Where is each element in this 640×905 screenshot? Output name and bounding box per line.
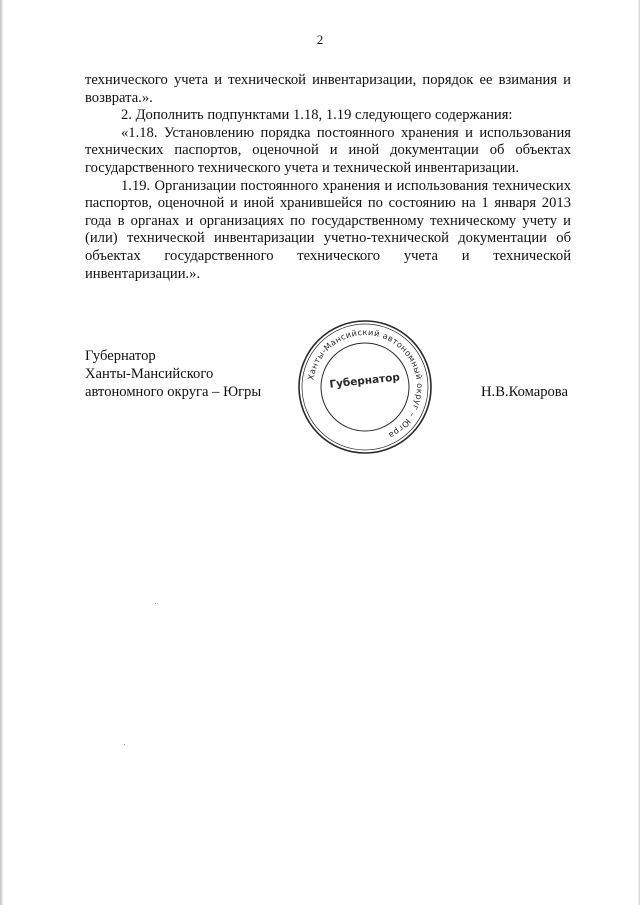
document-body <box>85 72 571 283</box>
paragraph-3: «1.18. Установлению порядка постоянного хранения и использования технических паспортов, оценочной и иной документации об объектах государственного технического учета и технической инвентаризации. <box>85 124 571 176</box>
seal-center-text: Губернатор <box>328 371 401 391</box>
scan-edge-left <box>0 0 3 905</box>
signatory-title <box>85 347 261 401</box>
scan-speck <box>124 744 125 745</box>
signatory-title-line-2: Ханты-Мансийского <box>85 366 214 382</box>
paragraph-4: 1.19. Организации постоянного хранения и использования технических паспортов, оценочной и иной хранившейся по состоянию на 1 января 2013 года в органах и организациях по государственному техническому учету и (или) технической инвентаризации учетно-технической документации об объектах государственного технического учета и технической инвентаризации.». <box>85 177 571 282</box>
signatory-title-line-1: Губернатор <box>85 348 156 364</box>
paragraph-2: 2. Дополнить подпунктами 1.18, 1.19 следующего содержания: <box>121 107 513 124</box>
official-seal-stamp <box>296 318 434 456</box>
signatory-name: Н.В.Комарова <box>481 384 568 400</box>
page-number: 2 <box>316 32 324 47</box>
seal-ring-text: Ханты-Мансийский автономный округ – Югра <box>305 326 426 441</box>
paragraph-1: технического учета и технической инвентаризации, порядок ее взимания и возврата.». <box>85 72 571 106</box>
scan-speck <box>155 603 156 604</box>
signatory-title-line-3: автономного округа – Югры <box>85 384 262 400</box>
